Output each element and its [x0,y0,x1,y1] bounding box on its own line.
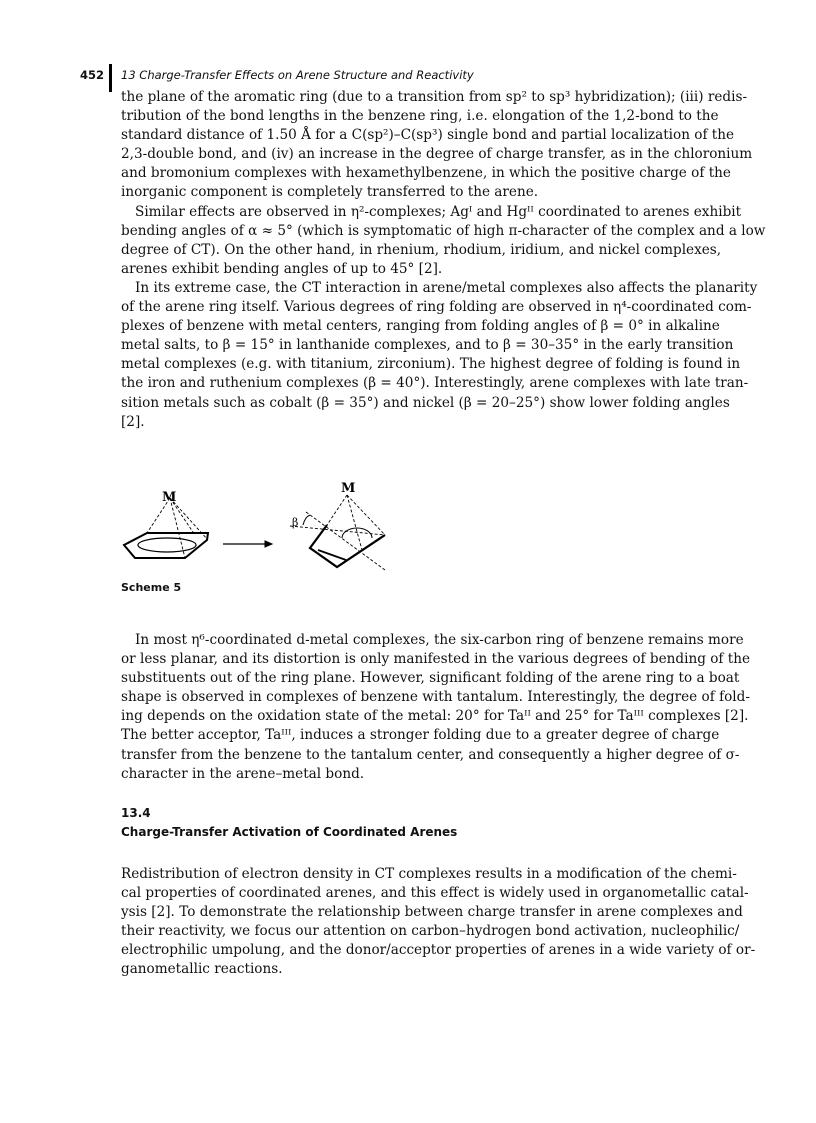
text-line: sition metals such as cobalt (β = 35°) and nickel (β = 20–25°) show lower folding angles [121,394,730,411]
page-number: 452 [80,68,105,82]
pi-ring [138,538,196,552]
text-line: of the arene ring itself. Various degrees of ring folding are observed in η⁴-coordinated com- [121,299,752,316]
text-line: or less planar, and its distortion is only manifested in the various degrees of bending of the [121,651,751,668]
text-line: metal complexes (e.g. with titanium, zirconium). The highest degree of folding is found in [121,356,741,373]
text-line: and bromonium complexes with hexamethylbenzene, in which the positive charge of the [121,165,731,182]
text-line: In most η⁶-coordinated d-metal complexes, the six-carbon ring of benzene remains more [135,632,744,648]
text-line: 2,3-double bond, and (iv) an increase in the degree of charge transfer, as in the chloronium [121,146,753,163]
body-text-mid [121,631,751,784]
text-line: substituents out of the ring plane. However, significant folding of the arene ring to a boat [121,670,740,687]
text-line: shape is observed in complexes of benzene with tantalum. Interestingly, the degree of fold- [121,689,750,706]
arrow-head [265,541,272,547]
text-line: arenes exhibit bending angles of up to 45° [2]. [121,260,443,277]
text-line: plexes of benzene with metal centers, ranging from folding angles of β = 0° in alkaline [121,318,720,335]
text-line: In its extreme case, the CT interaction in arene/metal complexes also affects the planarity [135,279,758,296]
body-text-top [121,88,766,432]
header-rule [109,64,112,92]
folded-bond-lines [290,495,385,570]
text-line: [2]. [121,413,145,430]
text-line: Redistribution of electron density in CT complexes results in a modification of the chemi- [121,866,737,882]
text-line: their reactivity, we focus our attention on carbon–hydrogen bond activation, nucleophilic/ [121,923,740,940]
scheme-5-figure [110,470,410,580]
metal-label-folded: M [341,481,356,496]
text-line: ing depends on the oxidation state of the metal: 20° for Taᴵᴵ and 25° for Taᴵᴵᴵ complexes [2]. [121,708,749,725]
text-line: transfer from the benzene to the tantalum center, and consequently a higher degree of σ- [121,746,740,763]
text-line: the iron and ruthenium complexes (β = 40°). Interestingly, arene complexes with late tran- [121,375,749,392]
text-line: inorganic component is completely transferred to the arene. [121,184,539,201]
text-line: ysis [2]. To demonstrate the relationship between charge transfer in arene complexes and [121,904,743,921]
body-text-end [121,865,756,980]
text-line: Similar effects are observed in η²-complexes; Agᴵ and Hgᴵᴵ coordinated to arenes exhibit [135,203,742,220]
beta-angle-label: β [292,516,299,529]
text-line: the plane of the aromatic ring (due to a transition from sp² to sp³ hybridization); (iii) redis- [121,89,748,105]
section-number: 13.4 [121,806,151,820]
text-line: bending angles of α ≈ 5° (which is symptomatic of high π-character of the complex and a low [121,222,766,239]
text-line: The better acceptor, Taᴵᴵᴵ, induces a stronger folding due to a greater degree of charge [121,727,720,744]
text-line: metal salts, to β = 15° in lanthanide complexes, and to β = 30–35° in the early transition [121,337,734,354]
text-line: cal properties of coordinated arenes, and this effect is widely used in organometallic catal- [121,885,749,902]
paragraph [121,88,753,203]
text-line: degree of CT). On the other hand, in rhenium, rhodium, iridium, and nickel complexes, [121,241,722,258]
text-line: character in the arene–metal bond. [121,765,365,782]
metal-label: M [162,490,177,505]
text-line: electrophilic umpolung, and the donor/acceptor properties of arenes in a wide variety of or- [121,942,756,959]
bond-lines [147,498,208,558]
section-title: Charge-Transfer Activation of Coordinated Arenes [121,825,458,839]
paragraph [121,279,758,432]
text-line: tribution of the bond lengths in the benzene ring, i.e. elongation of the 1,2-bond to the [121,108,719,125]
text-line: standard distance of 1.50 Å for a C(sp²)–C(sp³) single bond and partial localization of the [121,127,735,144]
scheme-caption: Scheme 5 [121,581,182,594]
running-title: 13 Charge-Transfer Effects on Arene Structure and Reactivity [121,68,474,82]
paragraph [121,203,766,279]
text-line: ganometallic reactions. [121,961,283,978]
